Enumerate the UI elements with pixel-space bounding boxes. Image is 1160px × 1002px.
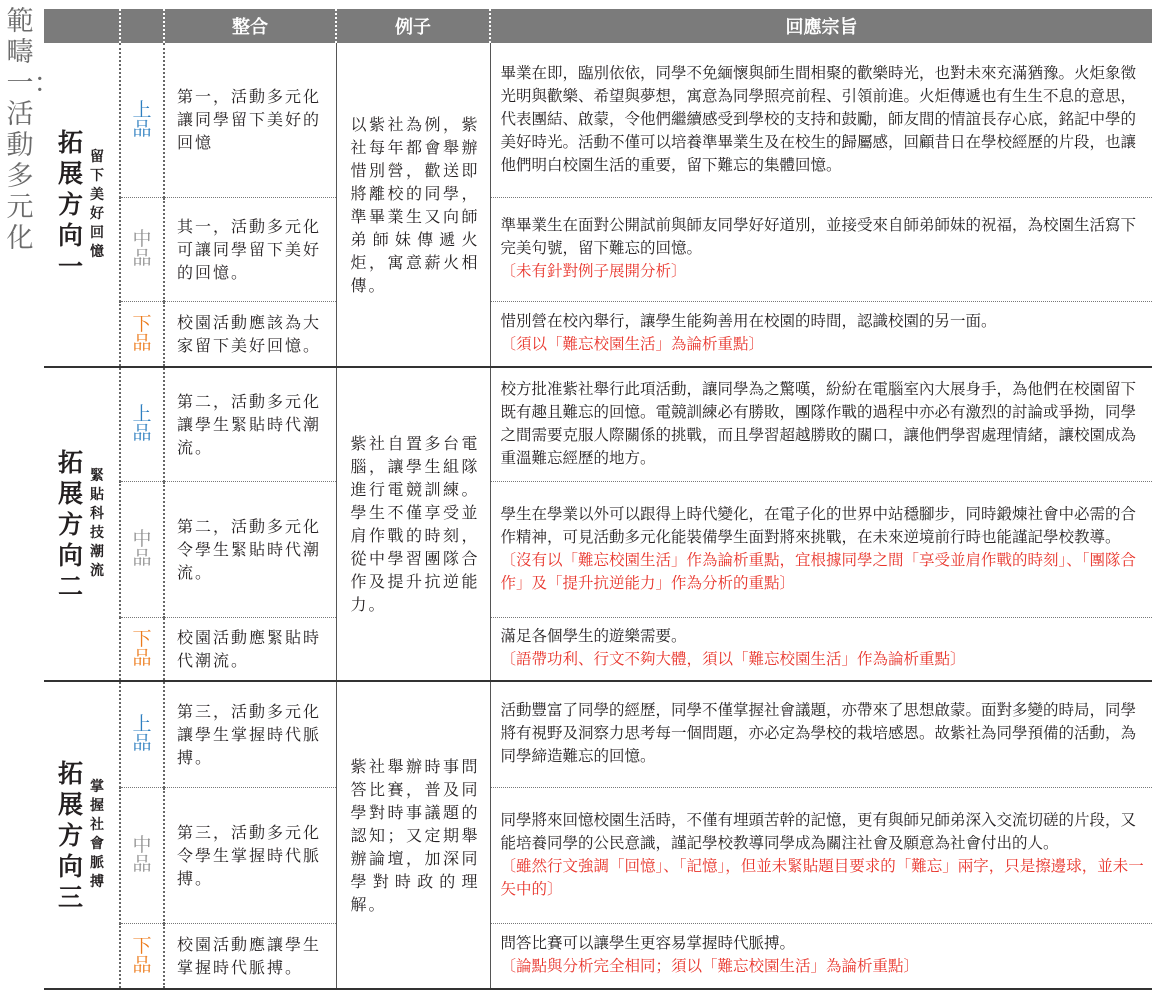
- purpose-cell: [490, 787, 1152, 923]
- direction-label: 拓展方向二: [57, 447, 83, 601]
- table-row: [44, 923, 1152, 989]
- grade-label: 下品: [132, 934, 152, 976]
- grade-cell: [120, 681, 164, 787]
- grade-label: 上品: [132, 403, 152, 445]
- table-row: [44, 197, 1152, 301]
- integration-cell: 其一，活動多元化可讓同學留下美好的回憶。: [164, 197, 336, 301]
- purpose-cell: [490, 43, 1152, 197]
- purpose-cell: [490, 923, 1152, 989]
- purpose-text: 滿足各個學生的遊樂需要。: [500, 627, 687, 646]
- comment-text: 〔雖然行文強調「回憶」、「記憶」，但並未緊貼題目要求的「難忘」兩字，只是擦邊球，並未一矢中的〕: [500, 856, 1144, 898]
- comment-text: 〔論點與分析完全相同；須以「難忘校園生活」為論析重點〕: [500, 957, 920, 976]
- table-row: [44, 787, 1152, 923]
- integration-cell: 第二，活動多元化令學生緊貼時代潮流。: [164, 481, 336, 617]
- side-title: 範疇一：活動多元化: [6, 6, 61, 254]
- grade-cell: [120, 301, 164, 367]
- purpose-text: 同學將來回憶校園生活時，不僅有埋頭苦幹的記憶，更有與師兄師弟深入交流切磋的片段，又能培養同學的公民意識，謹記學校教導同學成為關注社會及願意為社會付出的人。: [500, 810, 1137, 852]
- table-row: [44, 617, 1152, 681]
- direction-theme: 留下美好回憶: [90, 148, 104, 260]
- purpose-text: 校方批准紫社舉行此項活動，讓同學為之驚嘆，紛紛在電腦室內大展身手，為他們在校園留下既有趣且難忘的回憶。電競訓練必有勝敗，團隊作戰的過程中亦必有激烈的討論或爭拗，同學之間需要克服人際關係的挑戰，而且學習超越勝敗的關口，讓他們學習處理情緒，讓校園成為重溫難忘經歷的地方。: [500, 379, 1137, 467]
- grade-label: 下品: [132, 627, 152, 669]
- grade-label: 中品: [132, 834, 152, 875]
- grade-cell: [120, 923, 164, 989]
- purpose-cell: [490, 481, 1152, 617]
- purpose-cell: [490, 617, 1152, 681]
- direction-theme: 掌握社會脈搏: [90, 779, 104, 890]
- direction-label: 拓展方向一: [57, 128, 83, 281]
- direction-label: 拓展方向三: [57, 758, 83, 912]
- integration-cell: 校園活動應該為大家留下美好回憶。: [164, 301, 336, 367]
- grade-label: 中品: [132, 228, 152, 269]
- purpose-text: 問答比賽可以讓學生更容易掌握時代脈搏。: [500, 934, 796, 953]
- header-integration: 整合: [164, 9, 336, 43]
- header-direction: [44, 9, 120, 43]
- purpose-text: 惜別營在校內舉行，讓學生能夠善用在校園的時間，認識校園的另一面。: [500, 312, 997, 331]
- grade-cell: [120, 787, 164, 923]
- purpose-cell: [490, 367, 1152, 481]
- purpose-cell: [490, 197, 1152, 301]
- table-row: [44, 481, 1152, 617]
- header-grade: [120, 9, 164, 43]
- integration-cell: 第三，活動多元化令學生掌握時代脈搏。: [164, 787, 336, 923]
- integration-cell: 第二，活動多元化讓學生緊貼時代潮流。: [164, 367, 336, 481]
- table-row: [44, 681, 1152, 787]
- purpose-cell: [490, 301, 1152, 367]
- grade-cell: [120, 197, 164, 301]
- example-cell: 以紫社為例，紫社每年都會舉辦惜別營，歡送即將離校的同學，準畢業生又向師弟師妹傳遞火炬，寓意薪火相傳。: [336, 43, 490, 367]
- integration-cell: 校園活動應緊貼時代潮流。: [164, 617, 336, 681]
- comment-text: 〔沒有以「難忘校園生活」作為論析重點，宜根據同學之間「享受並肩作戰的時刻」、「團隊合作」及「提升抗逆能力」作為分析的重點〕: [500, 550, 1137, 592]
- direction-cell: [44, 681, 120, 989]
- purpose-text: 學生在學業以外可以跟得上時代變化，在電子化的世界中站穩腳步，同時鍛煉社會中必需的合作精神，可見活動多元化能裝備學生面對將來挑戰，在未來逆境前行時也能謹記學校教導。: [500, 504, 1137, 546]
- comment-text: 〔語帶功利、行文不夠大體，須以「難忘校園生活」作為論析重點〕: [500, 650, 966, 669]
- header-purpose: 回應宗旨: [490, 9, 1152, 43]
- comment-text: 〔未有針對例子展開分析〕: [500, 262, 687, 280]
- table-row: [44, 367, 1152, 481]
- purpose-text: 畢業在即，臨別依依，同學不免緬懷與師生間相聚的歡樂時光，也對未來充滿猶豫。火炬象徵光明與歡樂、希望與夢想，寓意為同學照亮前程、引領前進。火炬傳遞也有生生不息的意思，代表團結、啟蒙，令他們繼續感受到學校的支持和鼓勵，師友間的情誼長存心底，銘記中學的美好時光。活動不僅可以培養準畢業生及在校生的歸屬感，回顧昔日在學校經歷的片段，也讓他們明白校園生活的重要，留下難忘的集體回憶。: [500, 63, 1137, 174]
- integration-cell: 第一，活動多元化讓同學留下美好的回憶: [164, 43, 336, 197]
- table-row: [44, 301, 1152, 367]
- grade-label: 上品: [132, 713, 152, 755]
- grade-label: 下品: [132, 312, 152, 354]
- purpose-cell: [490, 681, 1152, 787]
- grade-label: 上品: [132, 98, 152, 140]
- grade-label: 中品: [132, 528, 152, 569]
- grade-cell: [120, 43, 164, 197]
- comparison-table: [44, 9, 1152, 990]
- integration-cell: 校園活動應讓學生掌握時代脈搏。: [164, 923, 336, 989]
- grade-cell: [120, 367, 164, 481]
- comment-text: 〔須以「難忘校園生活」為論析重點〕: [500, 335, 765, 354]
- direction-cell: [44, 367, 120, 681]
- grade-cell: [120, 481, 164, 617]
- example-cell: 紫社舉辦時事問答比賽，普及同學對時事議題的認知；又定期舉辦論壇，加深同學對時政的理解。: [336, 681, 490, 989]
- table-row: [44, 43, 1152, 197]
- purpose-text: 準畢業生在面對公開試前與師友同學好好道別，並接受來自師弟師妹的祝福，為校園生活寫下完美句號，留下難忘的回憶。: [500, 216, 1137, 257]
- header-example: 例子: [336, 9, 490, 43]
- direction-theme: 緊貼科技潮流: [90, 468, 104, 579]
- integration-cell: 第三，活動多元化讓學生掌握時代脈搏。: [164, 681, 336, 787]
- direction-cell: [44, 43, 120, 367]
- example-cell: 紫社自置多台電腦，讓學生組隊進行電競訓練。學生不僅享受並肩作戰的時刻，從中學習團隊合作及提升抗逆能力。: [336, 367, 490, 681]
- grade-cell: [120, 617, 164, 681]
- header-row: [44, 9, 1152, 43]
- purpose-text: 活動豐富了同學的經歷，同學不僅掌握社會議題，亦帶來了思想啟蒙。面對多變的時局，同學將有視野及洞察力思考每一個問題，亦必定為學校的栽培感恩。故紫社為同學預備的活動，為同學締造難忘的回憶。: [500, 701, 1137, 766]
